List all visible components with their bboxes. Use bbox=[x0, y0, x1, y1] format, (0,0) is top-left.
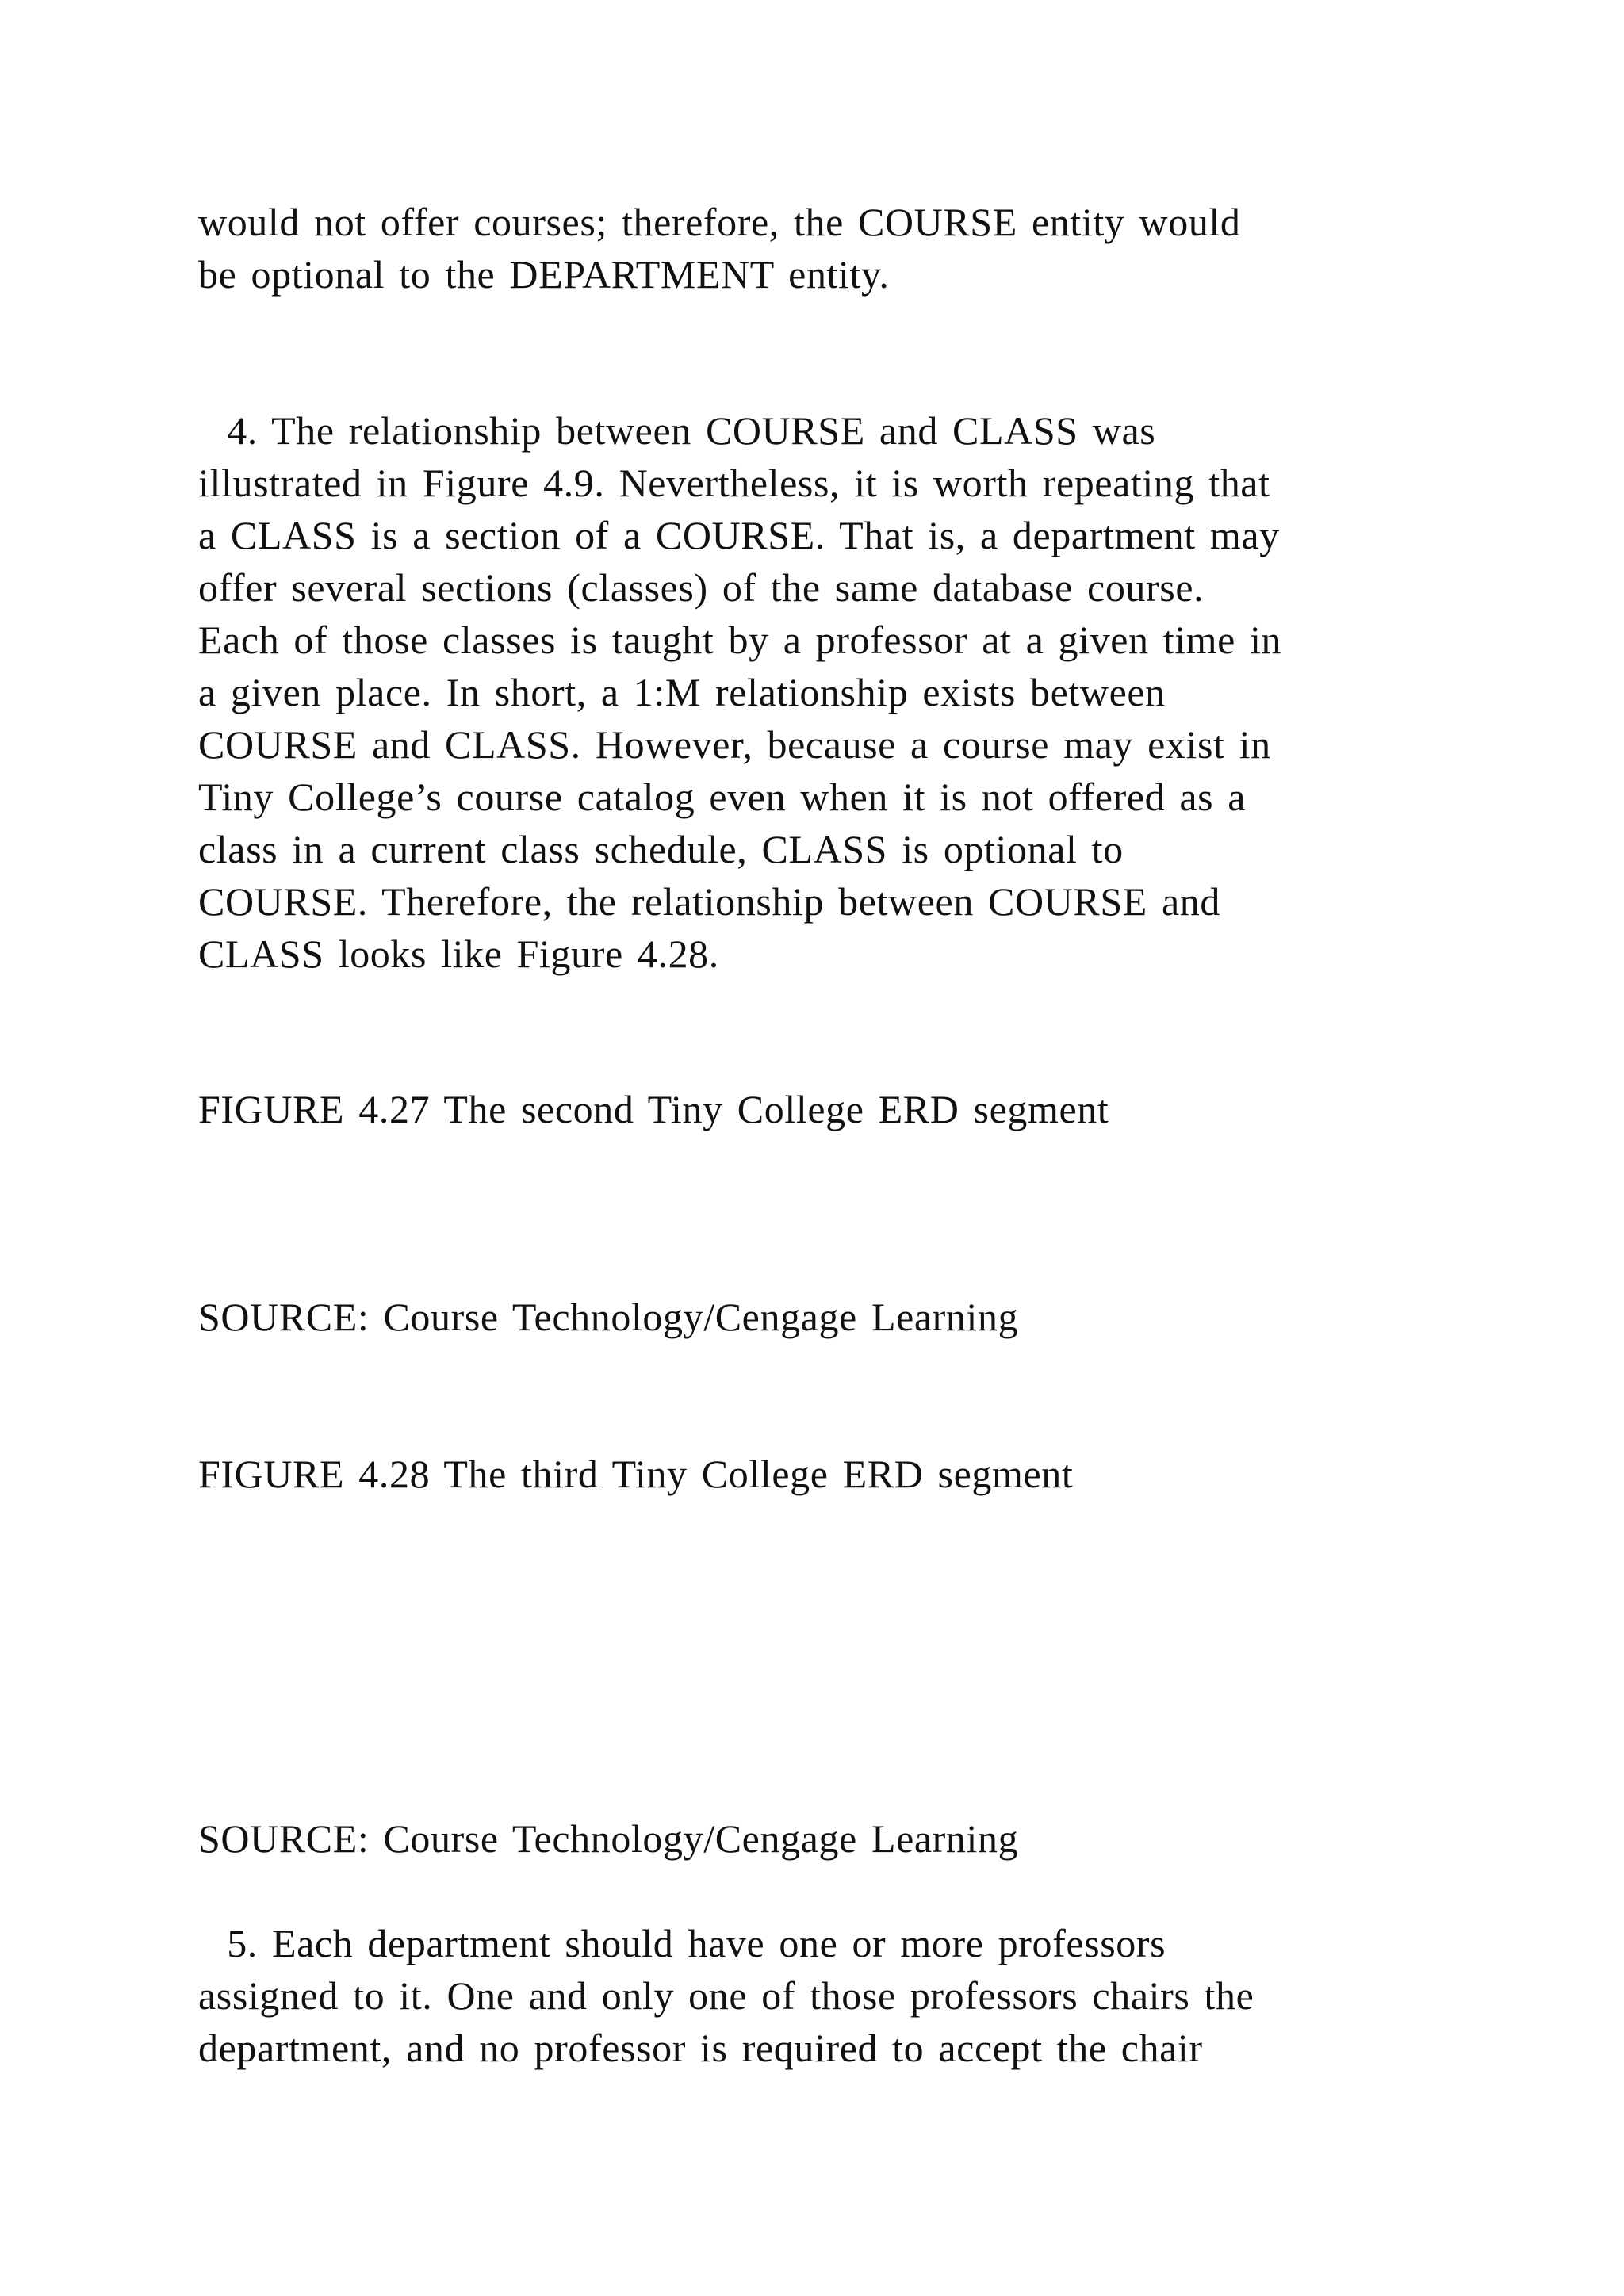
text-line: assigned to it. One and only one of those professors chairs the bbox=[198, 1973, 1254, 2018]
text-line: Each of those classes is taught by a professor at a given time in bbox=[198, 618, 1282, 662]
text-line: be optional to the DEPARTMENT entity. bbox=[198, 252, 890, 297]
text-line: a given place. In short, a 1:M relationship exists between bbox=[198, 670, 1166, 714]
text-line: department, and no professor is required to accept the chair bbox=[198, 2026, 1203, 2070]
text-line: illustrated in Figure 4.9. Nevertheless, it is worth repeating that bbox=[198, 461, 1270, 505]
text-line: a CLASS is a section of a COURSE. That is, a department may bbox=[198, 513, 1280, 557]
text-line: offer several sections (classes) of the same database course. bbox=[198, 565, 1205, 610]
figure-source: SOURCE: Course Technology/Cengage Learning bbox=[198, 1816, 1019, 1861]
list-item-4: 4. The relationship between COURSE and CLASS was bbox=[198, 408, 1156, 453]
text-line: Tiny College’s course catalog even when it is not offered as a bbox=[198, 775, 1247, 819]
figure-caption: FIGURE 4.28 The third Tiny College ERD segment bbox=[198, 1452, 1074, 1496]
text-line: class in a current class schedule, CLASS is optional to bbox=[198, 827, 1124, 871]
text-line: COURSE. Therefore, the relationship between COURSE and bbox=[198, 879, 1221, 924]
text-line: would not offer courses; therefore, the COURSE entity would bbox=[198, 200, 1241, 244]
figure-caption: FIGURE 4.27 The second Tiny College ERD segment bbox=[198, 1087, 1109, 1131]
list-item-5: 5. Each department should have one or more professors bbox=[198, 1921, 1166, 1965]
text-line: COURSE and CLASS. However, because a course may exist in bbox=[198, 722, 1271, 767]
text-line: CLASS looks like Figure 4.28. bbox=[198, 932, 719, 976]
figure-source: SOURCE: Course Technology/Cengage Learning bbox=[198, 1295, 1019, 1339]
